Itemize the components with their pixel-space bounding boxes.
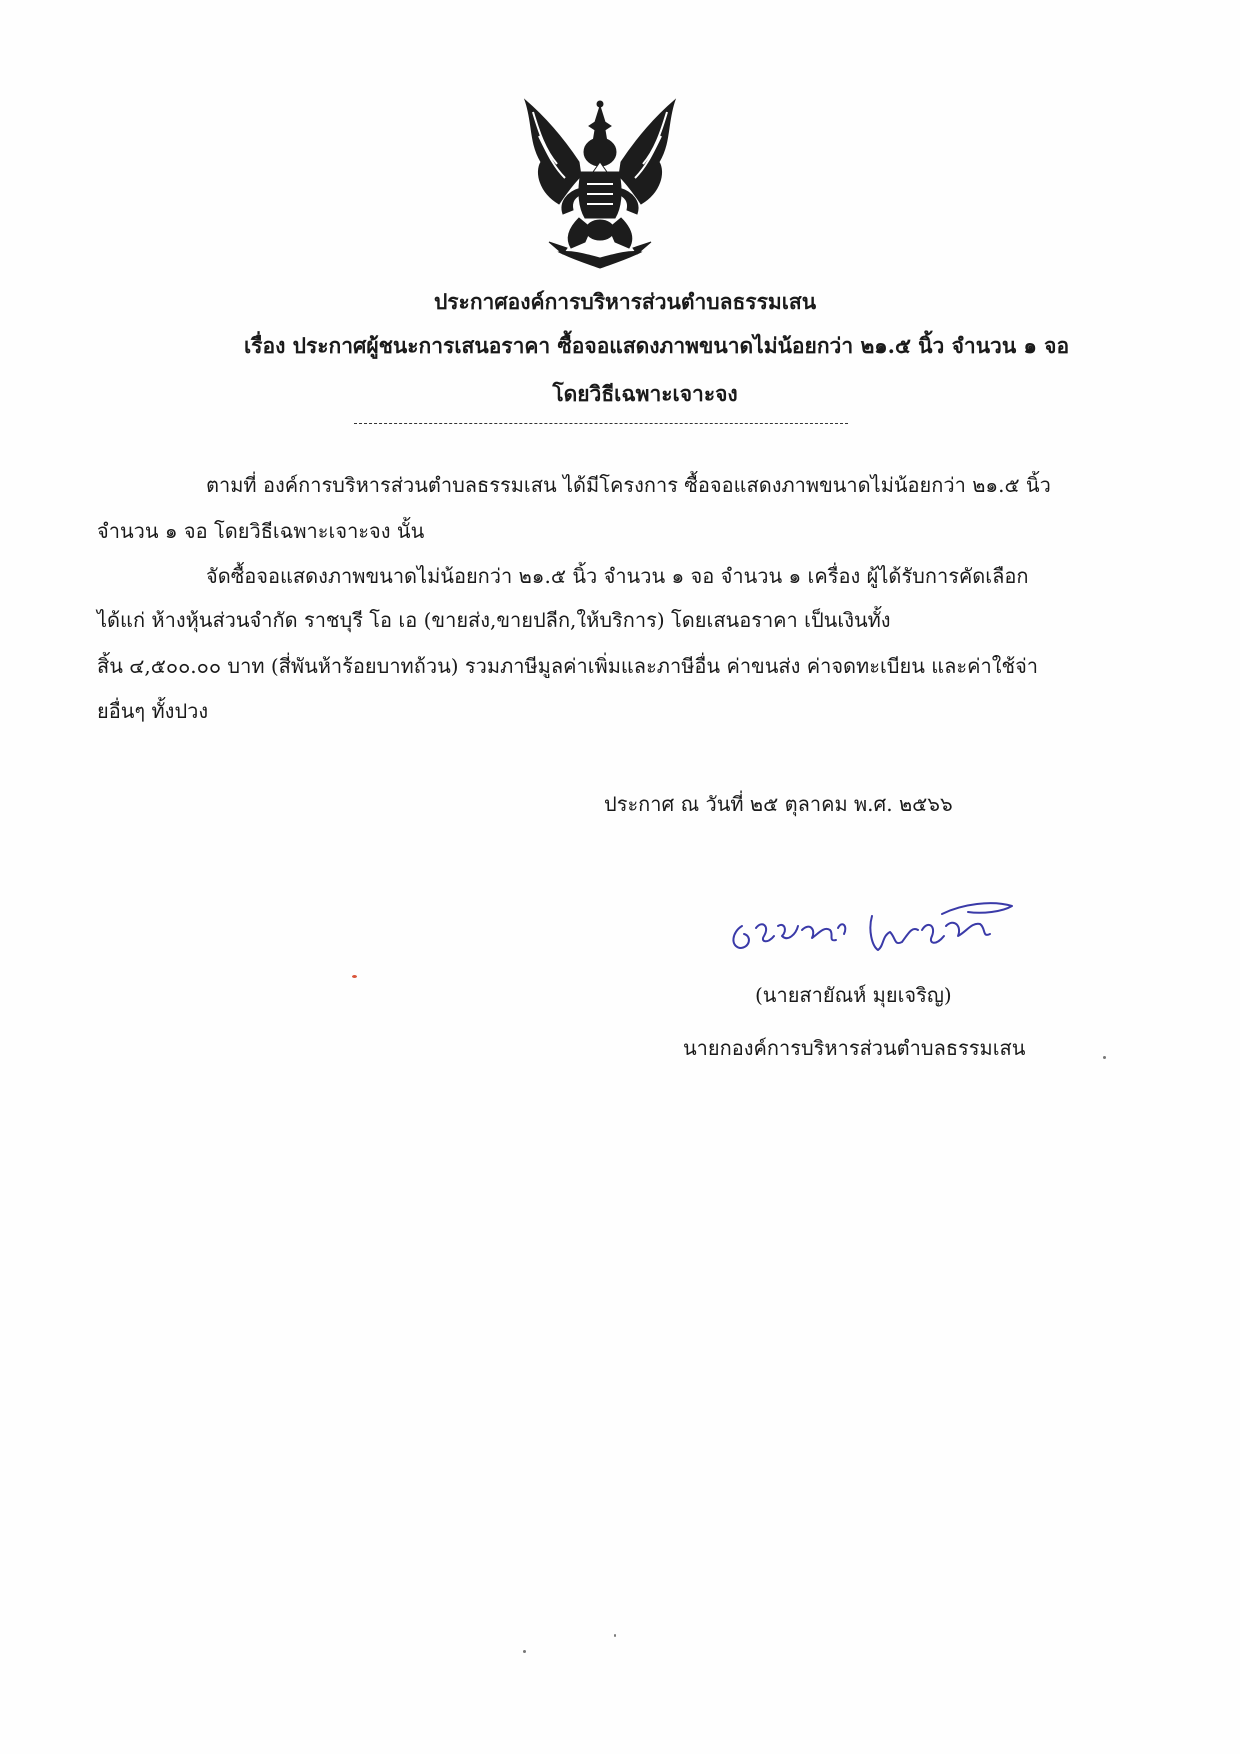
signatory-name: (นายสายัณห์ มุยเจริญ) bbox=[755, 983, 952, 1007]
announcement-title: ประกาศองค์การบริหารส่วนตำบลธรรมเสน bbox=[433, 289, 817, 314]
scan-speck bbox=[1103, 1056, 1106, 1059]
garuda-emblem-icon bbox=[519, 92, 681, 270]
signatory-position: นายกองค์การบริหารส่วนตำบลธรรมเสน bbox=[683, 1036, 1026, 1060]
handwritten-signature bbox=[722, 886, 1022, 976]
body-line: จัดซื้อจอแสดงภาพขนาดไม่น้อยกว่า ๒๑.๕ นิ้ว จำนวน ๑ จอ จำนวน ๑ เครื่อง ผู้ได้รับการคัดเลือก bbox=[206, 564, 1029, 588]
dashed-divider bbox=[354, 423, 848, 424]
scan-speck bbox=[352, 975, 357, 978]
procurement-method: โดยวิธีเฉพาะเจาะจง bbox=[552, 381, 738, 406]
announcement-subject: เรื่อง ประกาศผู้ชนะการเสนอราคา ซื้อจอแสดงภาพขนาดไม่น้อยกว่า ๒๑.๕ นิ้ว จำนวน ๑ จอ bbox=[244, 333, 1070, 358]
scan-speck bbox=[523, 1650, 526, 1653]
scan-speck bbox=[614, 1634, 616, 1637]
body-line: จำนวน ๑ จอ โดยวิธีเฉพาะเจาะจง นั้น bbox=[97, 519, 425, 543]
body-line: ตามที่ องค์การบริหารส่วนตำบลธรรมเสน ได้มีโครงการ ซื้อจอแสดงภาพขนาดไม่น้อยกว่า ๒๑.๕ นิ้ว bbox=[206, 473, 1051, 497]
body-line: ยอื่นๆ ทั้งปวง bbox=[97, 699, 209, 723]
announcement-date: ประกาศ ณ วันที่ ๒๕ ตุลาคม พ.ศ. ๒๕๖๖ bbox=[604, 792, 953, 816]
body-line: ได้แก่ ห้างหุ้นส่วนจำกัด ราชบุรี โอ เอ (ขายส่ง,ขายปลีก,ให้บริการ) โดยเสนอราคา เป็นเงินทั้ง bbox=[97, 608, 891, 632]
body-line: สิ้น ๔,๕๐๐.๐๐ บาท (สี่พันห้าร้อยบาทถ้วน) รวมภาษีมูลค่าเพิ่มและภาษีอื่น ค่าขนส่ง ค่าจดทะเบียน และค่าใช้จ่า bbox=[97, 654, 1039, 678]
